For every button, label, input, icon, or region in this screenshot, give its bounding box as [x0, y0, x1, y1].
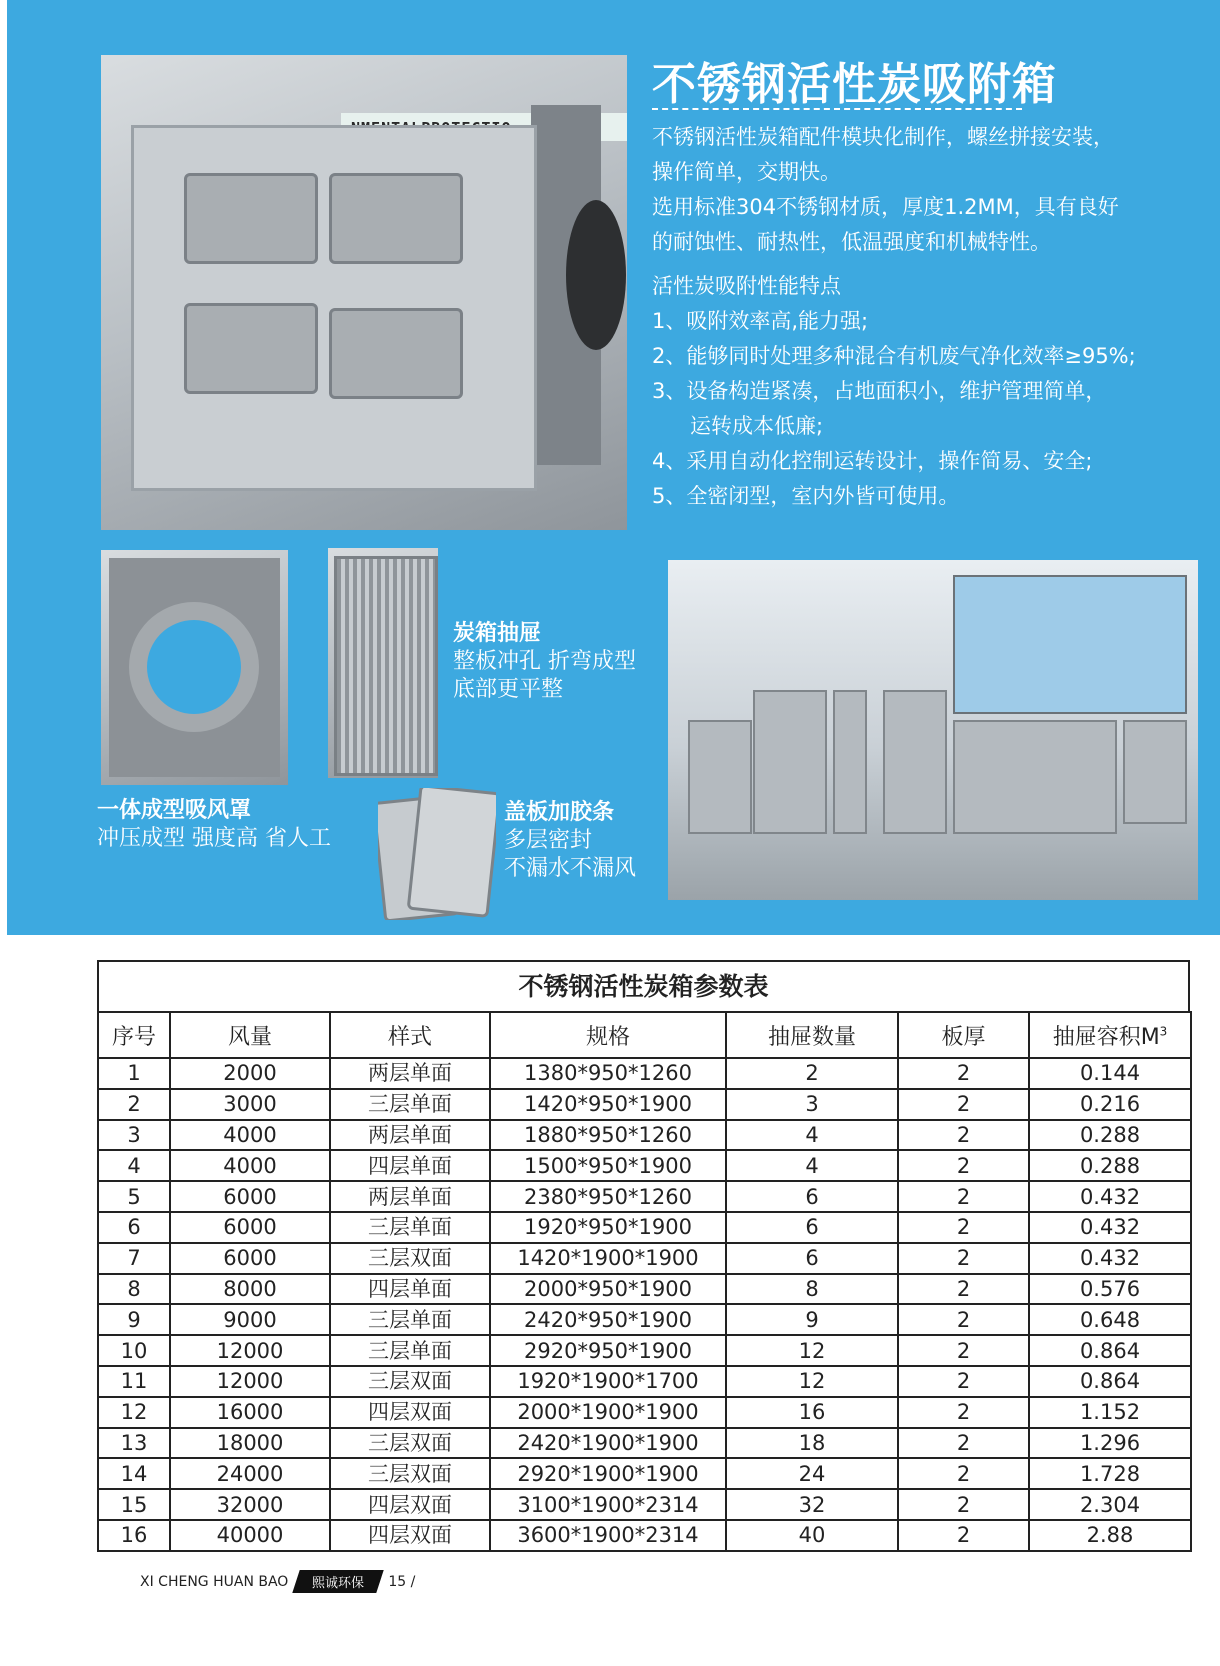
table-cell: 12 — [98, 1397, 170, 1428]
table-row — [98, 1243, 1191, 1274]
table-cell: 2 — [898, 1058, 1029, 1089]
table-cell: 2 — [898, 1243, 1029, 1274]
table-cell: 2 — [898, 1397, 1029, 1428]
page-number: 15 / — [388, 1573, 416, 1590]
table-cell: 三层单面 — [330, 1304, 490, 1335]
table-cell: 四层双面 — [330, 1397, 490, 1428]
table-cell: 2 — [898, 1335, 1029, 1366]
table-cell: 6000 — [170, 1243, 330, 1274]
page-footer — [140, 1570, 415, 1593]
hood-caption: 一体成型吸风罩 冲压成型 强度高 省人工 — [97, 798, 331, 851]
column-header: 序号 — [98, 1012, 170, 1058]
table-cell: 1.296 — [1029, 1428, 1191, 1459]
table-row — [98, 1120, 1191, 1151]
features-title: 活性炭吸附性能特点 — [652, 274, 841, 298]
table-cell: 7 — [98, 1243, 170, 1274]
table-cell: 5 — [98, 1181, 170, 1212]
brand-badge: 熙诚环保 — [293, 1570, 384, 1593]
table-cell: 4 — [726, 1120, 898, 1151]
table-cell: 2 — [898, 1489, 1029, 1520]
table-row — [98, 1089, 1191, 1120]
table-cell: 1920*1900*1700 — [490, 1366, 726, 1397]
table-cell: 三层单面 — [330, 1335, 490, 1366]
table-cell: 16 — [98, 1520, 170, 1551]
drawer-photo — [328, 548, 438, 778]
table-cell: 四层双面 — [330, 1489, 490, 1520]
table-cell: 4000 — [170, 1150, 330, 1181]
table-cell: 三层双面 — [330, 1366, 490, 1397]
table-cell: 2 — [898, 1274, 1029, 1305]
column-header: 样式 — [330, 1012, 490, 1058]
lid-caption: 盖板加胶条 多层密封 不漏水不漏风 — [504, 800, 637, 881]
drawer-caption: 炭箱抽屉 整板冲孔 折弯成型 底部更平整 — [453, 621, 636, 702]
table-cell: 2380*950*1260 — [490, 1181, 726, 1212]
table-cell: 12000 — [170, 1366, 330, 1397]
table-cell: 2 — [898, 1120, 1029, 1151]
adsorption-box-illustration — [131, 125, 537, 491]
table-row — [98, 1181, 1191, 1212]
table-cell: 两层单面 — [330, 1058, 490, 1089]
table-row — [98, 1304, 1191, 1335]
table-cell: 3600*1900*2314 — [490, 1520, 726, 1551]
table-cell: 1880*950*1260 — [490, 1120, 726, 1151]
table-row — [98, 1058, 1191, 1089]
table-cell: 18 — [726, 1428, 898, 1459]
table-cell: 2000 — [170, 1058, 330, 1089]
table-row — [98, 1274, 1191, 1305]
table-cell: 三层单面 — [330, 1212, 490, 1243]
table-cell: 2000*1900*1900 — [490, 1397, 726, 1428]
table-cell: 24000 — [170, 1458, 330, 1489]
table-cell: 三层双面 — [330, 1458, 490, 1489]
column-header: 抽屉容积$M^3$ — [1029, 1012, 1191, 1058]
column-header: 抽屉数量 — [726, 1012, 898, 1058]
table-cell: 2 — [898, 1366, 1029, 1397]
table-cell: 14 — [98, 1458, 170, 1489]
brand-english: XI CHENG HUAN BAO — [140, 1573, 289, 1590]
table-cell: 16000 — [170, 1397, 330, 1428]
table-cell: 2 — [898, 1428, 1029, 1459]
table-cell: 12 — [726, 1366, 898, 1397]
table-cell: 8 — [726, 1274, 898, 1305]
table-cell: 0.864 — [1029, 1335, 1191, 1366]
table-cell: 0.576 — [1029, 1274, 1191, 1305]
table-cell: 6 — [726, 1212, 898, 1243]
feature-item: 4、采用自动化控制运转设计，操作简易、安全; — [652, 449, 1093, 473]
table-row — [98, 1335, 1191, 1366]
table-cell: 32 — [726, 1489, 898, 1520]
table-cell: 8000 — [170, 1274, 330, 1305]
table-cell: 1.728 — [1029, 1458, 1191, 1489]
table-cell: 2 — [898, 1520, 1029, 1551]
table-cell: 3 — [98, 1120, 170, 1151]
table-cell: 2 — [726, 1058, 898, 1089]
table-cell: 0.432 — [1029, 1181, 1191, 1212]
table-cell: 1420*950*1900 — [490, 1089, 726, 1120]
feature-item: 5、全密闭型，室内外皆可使用。 — [652, 484, 960, 508]
table-cell: 0.432 — [1029, 1243, 1191, 1274]
table-cell: 0.216 — [1029, 1089, 1191, 1120]
table-row — [98, 1428, 1191, 1459]
table-cell: 三层双面 — [330, 1428, 490, 1459]
table-cell: 4 — [726, 1150, 898, 1181]
product-photo-main — [101, 55, 627, 530]
column-header: 风量 — [170, 1012, 330, 1058]
table-cell: 32000 — [170, 1489, 330, 1520]
table-cell: 0.648 — [1029, 1304, 1191, 1335]
table-cell: 三层双面 — [330, 1243, 490, 1274]
table-cell: 2 — [898, 1212, 1029, 1243]
table-header-row — [98, 1012, 1191, 1058]
table-cell: 2 — [898, 1150, 1029, 1181]
table-cell: 15 — [98, 1489, 170, 1520]
table-cell: 6 — [98, 1212, 170, 1243]
table-cell: 2920*1900*1900 — [490, 1458, 726, 1489]
table-cell: 40000 — [170, 1520, 330, 1551]
table-cell: 0.432 — [1029, 1212, 1191, 1243]
table-cell: 18000 — [170, 1428, 330, 1459]
table-cell: 2.304 — [1029, 1489, 1191, 1520]
table-cell: 13 — [98, 1428, 170, 1459]
feature-item: 3、设备构造紧凑，占地面积小，维护管理简单， — [652, 379, 1107, 403]
table-cell: 6 — [726, 1243, 898, 1274]
table-cell: 0.288 — [1029, 1150, 1191, 1181]
parameter-table — [97, 960, 1190, 1552]
table-cell: 3 — [726, 1089, 898, 1120]
hood-photo — [101, 550, 288, 785]
table-cell: 2 — [898, 1458, 1029, 1489]
table-cell: 四层单面 — [330, 1150, 490, 1181]
table-cell: 三层单面 — [330, 1089, 490, 1120]
table-cell: 四层单面 — [330, 1274, 490, 1305]
table-cell: 2000*950*1900 — [490, 1274, 726, 1305]
table-cell: 10 — [98, 1335, 170, 1366]
table-cell: 2420*1900*1900 — [490, 1428, 726, 1459]
column-header: 板厚 — [898, 1012, 1029, 1058]
table-cell: 9 — [98, 1304, 170, 1335]
table-cell: 0.864 — [1029, 1366, 1191, 1397]
table-cell: 1420*1900*1900 — [490, 1243, 726, 1274]
table-cell: 9000 — [170, 1304, 330, 1335]
feature-item: 1、吸附效率高,能力强; — [652, 309, 869, 333]
table-row — [98, 1366, 1191, 1397]
product-description: 不锈钢活性炭箱配件模块化制作，螺丝拼接安装， 操作简单，交期快。 选用标准304不锈钢材质，厚度1.2MM，具有良好 的耐蚀性、耐热性，低温强度和机械特性。 活性炭吸附性能特点 1、吸附效率高,能力强; 2、能够同时处理多种混合有机废气净化效率≥95%; 3、设备构造紧凑，占地面积小，维护管理简单， 运转成本低廉; 4、采用自动化控制运转设计，操作简易、安全; 5、全密闭型，室内外皆可使用。 — [652, 120, 1212, 514]
feature-item: 2、能够同时处理多种混合有机废气净化效率≥95%; — [652, 344, 1136, 368]
table-cell: 两层单面 — [330, 1181, 490, 1212]
table-cell: 2920*950*1900 — [490, 1335, 726, 1366]
table-cell: 2 — [898, 1181, 1029, 1212]
table-row — [98, 1520, 1191, 1551]
table-cell: 12000 — [170, 1335, 330, 1366]
table-cell: 11 — [98, 1366, 170, 1397]
feature-item: 运转成本低廉; — [690, 414, 824, 438]
table-cell: 9 — [726, 1304, 898, 1335]
table-cell: 两层单面 — [330, 1120, 490, 1151]
table-row — [98, 1458, 1191, 1489]
table-cell: 2.88 — [1029, 1520, 1191, 1551]
table-cell: 3100*1900*2314 — [490, 1489, 726, 1520]
table-cell: 1.152 — [1029, 1397, 1191, 1428]
table-cell: 1920*950*1900 — [490, 1212, 726, 1243]
table-cell: 40 — [726, 1520, 898, 1551]
table-row — [98, 1212, 1191, 1243]
column-header: 规格 — [490, 1012, 726, 1058]
table-row — [98, 1150, 1191, 1181]
table-cell: 1500*950*1900 — [490, 1150, 726, 1181]
table-cell: 四层双面 — [330, 1520, 490, 1551]
title-divider — [652, 108, 1022, 110]
table-cell: 2 — [898, 1089, 1029, 1120]
lid-photo — [378, 788, 496, 920]
showroom-photo — [668, 560, 1198, 900]
table-cell: 6000 — [170, 1181, 330, 1212]
table-cell: 8 — [98, 1274, 170, 1305]
table-cell: 2 — [98, 1089, 170, 1120]
table-title: 不锈钢活性炭箱参数表 — [97, 960, 1190, 1011]
table-cell: 1380*950*1260 — [490, 1058, 726, 1089]
table-row — [98, 1397, 1191, 1428]
table-cell: 16 — [726, 1397, 898, 1428]
table-cell: 2420*950*1900 — [490, 1304, 726, 1335]
table-cell: 6000 — [170, 1212, 330, 1243]
table-row — [98, 1489, 1191, 1520]
table-cell: 2 — [898, 1304, 1029, 1335]
table-cell: 0.144 — [1029, 1058, 1191, 1089]
table-cell: 24 — [726, 1458, 898, 1489]
table-cell: 4 — [98, 1150, 170, 1181]
table-cell: 3000 — [170, 1089, 330, 1120]
table-cell: 0.288 — [1029, 1120, 1191, 1151]
table-cell: 12 — [726, 1335, 898, 1366]
page-title: 不锈钢活性炭吸附箱 — [652, 59, 1057, 110]
table-cell: 1 — [98, 1058, 170, 1089]
table-cell: 4000 — [170, 1120, 330, 1151]
table-cell: 6 — [726, 1181, 898, 1212]
